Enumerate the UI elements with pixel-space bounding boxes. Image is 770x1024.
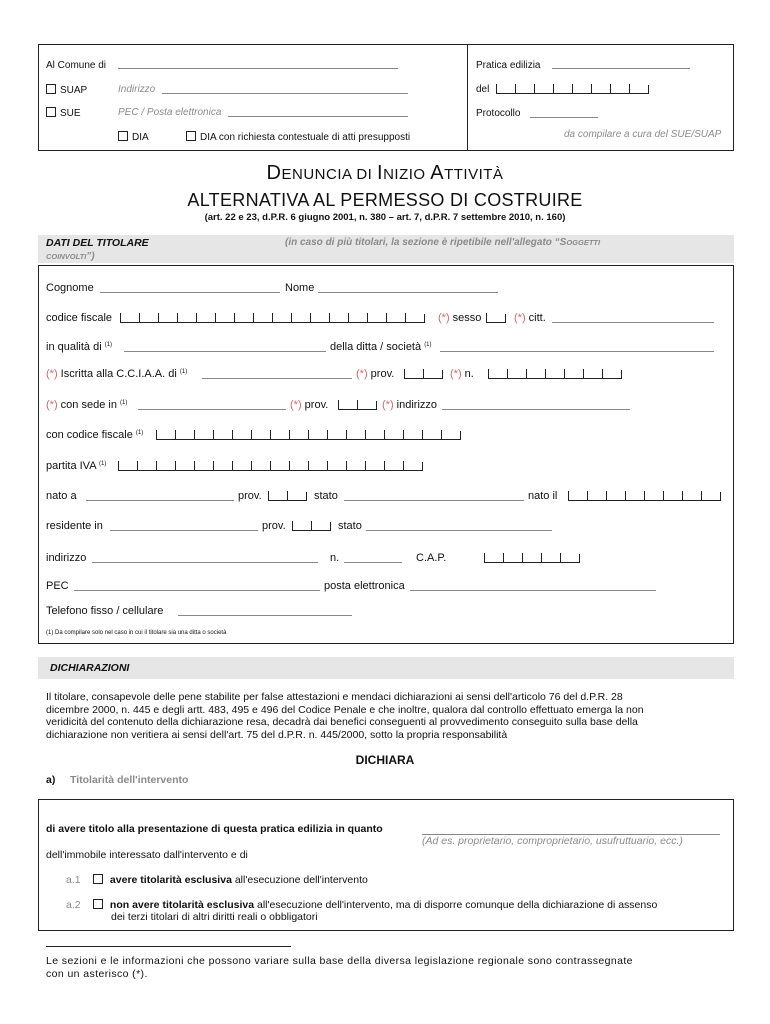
con-codice-fiscale-row	[46, 429, 143, 441]
comune-field[interactable]	[118, 68, 398, 69]
titolo-line: di avere titolo alla presentazione di questa pratica edilizia in quanto	[46, 823, 383, 835]
dichiara-heading: DICHIARA	[355, 753, 415, 767]
titolare-note-c: COINVOLTI	[46, 252, 87, 261]
iscritta-prov-boxes[interactable]	[404, 369, 443, 380]
in-qualita-row	[46, 341, 112, 353]
a2-bold: non avere titolarità esclusiva	[109, 899, 255, 911]
pec-label: PEC	[46, 580, 69, 592]
sede-prov-row	[290, 399, 328, 411]
cognome-label: Cognome	[46, 282, 94, 294]
della-ditta-row	[330, 341, 432, 353]
in-qualita-label: in qualità di	[46, 341, 102, 353]
nato-il-boxes[interactable]	[568, 491, 721, 502]
note-ref: (1)	[120, 400, 128, 406]
sede-indirizzo-label: indirizzo	[396, 399, 438, 411]
res-n-label: n.	[330, 552, 340, 564]
dichiarazioni-heading: DICHIARAZIONI	[50, 662, 130, 674]
pec-field[interactable]	[74, 590, 320, 591]
citt-row	[514, 312, 546, 324]
titolo-hint: (Ad es. proprietario, comproprietario, usufruttuario, ecc.)	[422, 835, 683, 847]
note-ref: (1)	[424, 342, 432, 348]
a-title: Titolarità dell'intervento	[70, 774, 189, 786]
iscritta-label: Iscritta alla C.C.I.A.A. di	[60, 368, 177, 380]
title-cap-i: I	[377, 162, 384, 184]
residente-label: residente in	[46, 520, 103, 532]
titolare-heading: DATI DEL TITOLARE	[46, 237, 149, 249]
citt-field[interactable]	[552, 322, 714, 323]
para-line-4: dichiarazione non veritiera ai sensi dell'art. 75 del d.P.R. n. 445/2000, sotto la propria responsabilità	[46, 728, 508, 741]
cap-label: C.A.P.	[416, 552, 447, 564]
residente-prov-boxes[interactable]	[292, 521, 331, 532]
titolare-note	[285, 237, 600, 248]
nome-label: Nome	[285, 282, 315, 294]
title-rest-c: TTIVITÀ	[444, 166, 504, 183]
iscritta-asterisk: (*)	[46, 368, 58, 380]
sue-note: da compilare a cura del SUE/SUAP	[564, 129, 722, 140]
con-sede-row	[46, 399, 127, 411]
a1-rest: all'esecuzione dell'intervento	[231, 874, 368, 886]
titolare-note-b: OGGETTI	[566, 238, 601, 247]
nato-stato-field[interactable]	[344, 500, 524, 501]
a1-num: a.1	[66, 874, 81, 886]
note-ref: (1)	[99, 461, 107, 467]
codice-fiscale-boxes[interactable]	[120, 313, 425, 324]
sede-indirizzo-row	[382, 399, 437, 411]
della-ditta-field[interactable]	[440, 351, 714, 352]
sue-checkbox-row[interactable]	[46, 107, 81, 119]
pec-header-field[interactable]	[228, 116, 408, 117]
para-line-2: dicembre 2000, n. 445 e degli artt. 483, 495 e 496 del Codice Penale e che inoltre, qualora dal controllo effettuato emerga la non	[46, 703, 644, 716]
con-codice-fiscale-label: con codice fiscale	[46, 429, 133, 441]
sue-checkbox[interactable]	[46, 107, 56, 117]
sesso-label: sesso	[452, 312, 482, 324]
iscritta-prov-row	[356, 368, 394, 380]
page-title	[0, 162, 770, 185]
prov-label: prov.	[370, 368, 395, 380]
dia-checkbox[interactable]	[118, 131, 128, 141]
title-rest-b: NIZIO	[383, 166, 431, 183]
res-n-field[interactable]	[344, 562, 402, 563]
comune-label: Al Comune di	[46, 60, 107, 71]
dia-checkbox-row[interactable]	[118, 131, 149, 143]
footer-line-1: Le sezioni e le informazioni che possono variare sulla base della diversa legislazione regionale sono contrassegnate	[46, 955, 633, 967]
protocollo-field[interactable]	[530, 117, 598, 118]
con-sede-label: con sede in	[60, 399, 117, 411]
sede-asterisk: (*)	[46, 399, 58, 411]
note-ref: (1)	[104, 342, 113, 348]
a-label: a)	[46, 774, 56, 786]
a1-option[interactable]	[93, 874, 368, 886]
n-label: n.	[464, 368, 474, 380]
page-subtitle: ALTERNATIVA AL PERMESSO DI COSTRUIRE	[187, 190, 583, 210]
iscritta-n-boxes[interactable]	[488, 369, 622, 380]
del-label: del	[476, 84, 490, 95]
della-ditta-label: della ditta / società	[330, 341, 422, 353]
sesso-box[interactable]	[486, 313, 506, 324]
pratica-field[interactable]	[552, 68, 690, 69]
dia-contestuale-label: DIA con richiesta contestuale di atti presupposti	[200, 132, 411, 143]
sede-prov-boxes[interactable]	[338, 400, 377, 411]
suap-checkbox-row[interactable]	[46, 84, 87, 96]
res-indirizzo-label: indirizzo	[46, 552, 87, 564]
legal-reference: (art. 22 e 23, d.P.R. 6 giugno 2001, n. 380 – art. 7, d.P.R. 7 settembre 2010, n. 160)	[204, 212, 566, 223]
sede-prov-asterisk: (*)	[290, 399, 302, 411]
citt-asterisk: (*)	[514, 312, 526, 324]
note-ref: (1)	[135, 430, 144, 436]
a2-option[interactable]	[93, 899, 657, 911]
titolare-note-cont	[46, 251, 95, 262]
footer-note	[46, 955, 633, 981]
nato-stato-label: stato	[314, 490, 338, 502]
title-cap-a: A	[430, 162, 445, 184]
suap-label: SUAP	[60, 85, 88, 96]
sesso-asterisk: (*)	[438, 312, 450, 324]
residente-stato-field[interactable]	[366, 530, 552, 531]
partita-iva-row	[46, 460, 106, 472]
citt-label: citt.	[528, 312, 546, 324]
in-qualita-field[interactable]	[124, 351, 326, 352]
dia-contestuale-row[interactable]	[186, 131, 410, 143]
indirizzo-asterisk: (*)	[382, 399, 394, 411]
a2-num: a.2	[66, 899, 81, 911]
note-ref: (1)	[179, 369, 188, 375]
a1-checkbox[interactable]	[93, 874, 103, 884]
residente-field[interactable]	[110, 530, 258, 531]
posta-elettronica-field[interactable]	[410, 590, 656, 591]
residente-stato-label: stato	[338, 520, 362, 532]
codice-fiscale-label: codice fiscale	[46, 312, 113, 324]
cap-boxes[interactable]	[484, 553, 580, 564]
footnote: (1) Da compilare solo nel caso in cui il titolare sia una ditta o società	[46, 630, 227, 636]
title-rest-a: ENUNCIA DI	[281, 166, 378, 183]
sede-indirizzo-field[interactable]	[442, 409, 630, 410]
dichiarazioni-band	[38, 657, 734, 679]
sede-prov-label: prov.	[304, 399, 329, 411]
con-sede-field[interactable]	[138, 409, 286, 410]
dia-contestuale-checkbox[interactable]	[186, 131, 196, 141]
a2-checkbox[interactable]	[93, 899, 103, 909]
prov-asterisk: (*)	[356, 368, 368, 380]
header-divider	[467, 44, 468, 151]
indirizzo-field[interactable]	[162, 93, 408, 94]
iscritta-row	[46, 368, 187, 380]
con-codice-fiscale-boxes[interactable]	[156, 430, 461, 441]
immobile-line: dell'immobile interessato dall'intervento e di	[46, 849, 248, 861]
n-asterisk: (*)	[450, 368, 462, 380]
indirizzo-placeholder: Indirizzo	[118, 84, 156, 95]
dichiarazioni-paragraph	[46, 691, 726, 741]
a1-bold: avere titolarità esclusiva	[109, 874, 232, 886]
nato-prov-label: prov.	[238, 490, 262, 502]
footer-rule	[46, 946, 291, 947]
partita-iva-label: partita IVA	[46, 460, 96, 472]
nato-a-field[interactable]	[86, 500, 234, 501]
iscritta-field[interactable]	[202, 378, 352, 379]
res-indirizzo-field[interactable]	[92, 562, 318, 563]
a2-rest: all'esecuzione dell'intervento, ma di disporre comunque della dichiarazione di assenso	[254, 899, 658, 911]
del-date-boxes[interactable]	[496, 84, 649, 95]
para-line-3: veridicità del contenuto della dichiarazione resa, decadrà dai benefici conseguenti al provvedimento conseguito sulla base della	[46, 716, 638, 729]
posta-elettronica-label: posta elettronica	[324, 580, 405, 592]
titolare-note-d: ”)	[86, 251, 95, 262]
dia-label: DIA	[132, 132, 149, 143]
nato-prov-boxes[interactable]	[268, 491, 307, 502]
sue-label: SUE	[60, 108, 81, 119]
telefono-field[interactable]	[178, 615, 352, 616]
para-line-1: Il titolare, consapevole delle pene stabilite per false attestazioni e mendaci dichiarazioni ai sensi dell'articolo 76 del d.P.R. 28	[46, 691, 623, 703]
sesso-row	[438, 312, 481, 324]
nato-il-label: nato il	[528, 490, 558, 502]
footer-line-2: con un asterisco (*).	[46, 968, 148, 980]
pratica-label: Pratica edilizia	[476, 60, 541, 71]
telefono-label: Telefono fisso / cellulare	[46, 605, 164, 617]
nato-a-label: nato a	[46, 490, 77, 502]
nome-field[interactable]	[318, 292, 498, 293]
pec-placeholder: PEC / Posta elettronica	[118, 107, 222, 118]
a2-line2: dei terzi titolari di altri diritti reali o obbligatori	[111, 911, 318, 923]
protocollo-label: Protocollo	[476, 108, 521, 119]
cognome-field[interactable]	[100, 292, 280, 293]
suap-checkbox[interactable]	[46, 84, 56, 94]
partita-iva-boxes[interactable]	[118, 461, 423, 472]
residente-prov-label: prov.	[262, 520, 286, 532]
title-cap-d: D	[266, 162, 282, 184]
iscritta-n-row	[450, 368, 474, 380]
titolare-note-a: (in caso di più titolari, la sezione è ripetibile nell'allegato “S	[285, 237, 567, 248]
